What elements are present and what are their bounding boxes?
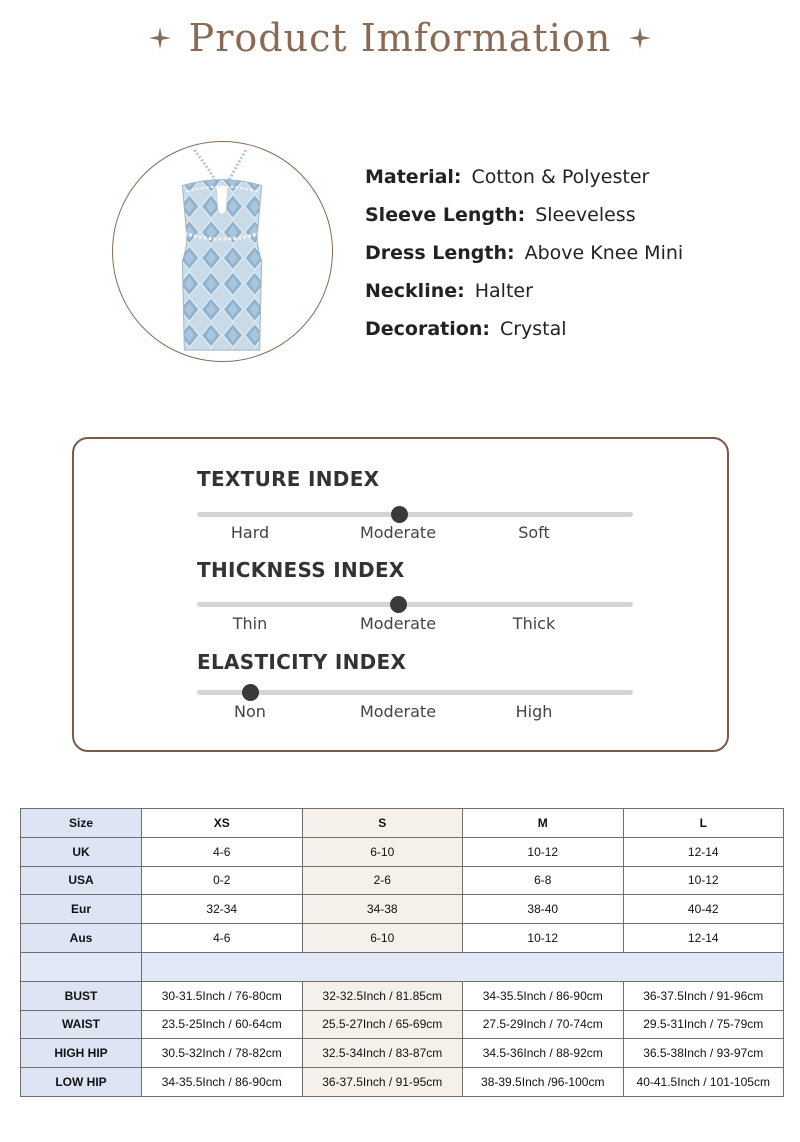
elasticity-index-knob bbox=[242, 684, 259, 701]
spec-value: Crystal bbox=[499, 318, 567, 340]
elasticity-label-moderate: Moderate bbox=[359, 702, 437, 721]
table-cell: 34-35.5Inch / 86-90cm bbox=[142, 1068, 303, 1097]
table-row bbox=[21, 837, 784, 866]
thickness-label-thick: Thick bbox=[512, 614, 556, 633]
texture-label-moderate: Moderate bbox=[359, 523, 437, 542]
spec-label: Sleeve Length: bbox=[365, 204, 526, 226]
table-cell: 10-12 bbox=[463, 837, 624, 866]
table-header-cell: L bbox=[623, 809, 784, 838]
table-cell: 30.5-32Inch / 78-82cm bbox=[142, 1039, 303, 1068]
table-cell: 4-6 bbox=[142, 924, 303, 953]
texture-label-soft: Soft bbox=[518, 523, 550, 542]
dress-illustration bbox=[113, 142, 332, 361]
product-specs bbox=[365, 158, 683, 348]
elasticity-label-high: High bbox=[515, 702, 553, 721]
table-cell: 6-8 bbox=[463, 866, 624, 895]
elasticity-index-title: ELASTICITY INDEX bbox=[197, 650, 407, 674]
table-cell: 38-40 bbox=[463, 895, 624, 924]
table-cell: 36-37.5Inch / 91-96cm bbox=[623, 981, 784, 1010]
table-cell: 27.5-29Inch / 70-74cm bbox=[463, 1010, 624, 1039]
table-cell: 0-2 bbox=[142, 866, 303, 895]
table-row bbox=[21, 895, 784, 924]
row-label: UK bbox=[21, 837, 142, 866]
table-cell: 40-42 bbox=[623, 895, 784, 924]
table-row bbox=[21, 1010, 784, 1039]
row-label: Aus bbox=[21, 924, 142, 953]
table-header-cell: S bbox=[302, 809, 463, 838]
table-cell: 40-41.5Inch / 101-105cm bbox=[623, 1068, 784, 1097]
spec-row-decoration bbox=[365, 310, 683, 348]
table-divider-row bbox=[21, 952, 784, 981]
spec-row-material bbox=[365, 158, 683, 196]
table-cell: 2-6 bbox=[302, 866, 463, 895]
thickness-label-thin: Thin bbox=[232, 614, 268, 633]
row-label: USA bbox=[21, 866, 142, 895]
table-cell: 23.5-25Inch / 60-64cm bbox=[142, 1010, 303, 1039]
table-cell: 29.5-31Inch / 75-79cm bbox=[623, 1010, 784, 1039]
table-cell: 34-38 bbox=[302, 895, 463, 924]
size-chart-table bbox=[20, 808, 784, 1097]
table-header-cell: XS bbox=[142, 809, 303, 838]
table-cell: 12-14 bbox=[623, 924, 784, 953]
table-row bbox=[21, 981, 784, 1010]
thickness-index-title: THICKNESS INDEX bbox=[197, 558, 405, 582]
table-cell: 6-10 bbox=[302, 837, 463, 866]
page-title: Product Imformation bbox=[188, 16, 612, 60]
spec-label: Neckline: bbox=[365, 280, 465, 302]
row-label: Eur bbox=[21, 895, 142, 924]
thickness-index-track bbox=[197, 602, 633, 607]
table-cell: 36.5-38Inch / 93-97cm bbox=[623, 1039, 784, 1068]
divider-cell bbox=[142, 952, 784, 981]
table-header-cell: Size bbox=[21, 809, 142, 838]
table-header-cell: M bbox=[463, 809, 624, 838]
table-cell: 12-14 bbox=[623, 837, 784, 866]
texture-index-title: TEXTURE INDEX bbox=[197, 467, 380, 491]
spec-value: Halter bbox=[474, 280, 533, 302]
table-header-row bbox=[21, 809, 784, 838]
table-row bbox=[21, 1068, 784, 1097]
sparkle-icon-left bbox=[149, 27, 171, 49]
table-cell: 6-10 bbox=[302, 924, 463, 953]
thickness-index-knob bbox=[390, 596, 407, 613]
thickness-label-moderate: Moderate bbox=[359, 614, 437, 633]
spec-label: Dress Length: bbox=[365, 242, 515, 264]
spec-row-dress-length bbox=[365, 234, 683, 272]
row-label: HIGH HIP bbox=[21, 1039, 142, 1068]
row-label: BUST bbox=[21, 981, 142, 1010]
spec-label: Material: bbox=[365, 166, 462, 188]
elasticity-label-non: Non bbox=[234, 702, 266, 721]
texture-index-track bbox=[197, 512, 633, 517]
table-row bbox=[21, 1039, 784, 1068]
page-header bbox=[0, 12, 800, 64]
table-cell: 25.5-27Inch / 65-69cm bbox=[302, 1010, 463, 1039]
table-cell: 30-31.5Inch / 76-80cm bbox=[142, 981, 303, 1010]
elasticity-index-track bbox=[197, 690, 633, 695]
row-label: LOW HIP bbox=[21, 1068, 142, 1097]
spec-row-sleeve-length bbox=[365, 196, 683, 234]
table-cell: 34.5-36Inch / 88-92cm bbox=[463, 1039, 624, 1068]
texture-index-knob bbox=[391, 506, 408, 523]
table-cell: 32.5-34Inch / 83-87cm bbox=[302, 1039, 463, 1068]
product-image bbox=[112, 141, 333, 362]
divider-cell bbox=[21, 952, 142, 981]
table-cell: 34-35.5Inch / 86-90cm bbox=[463, 981, 624, 1010]
table-cell: 38-39.5Inch /96-100cm bbox=[463, 1068, 624, 1097]
spec-value: Sleeveless bbox=[535, 204, 636, 226]
sparkle-icon-right bbox=[629, 27, 651, 49]
table-row bbox=[21, 866, 784, 895]
table-cell: 32-32.5Inch / 81.85cm bbox=[302, 981, 463, 1010]
texture-label-hard: Hard bbox=[230, 523, 270, 542]
table-cell: 10-12 bbox=[623, 866, 784, 895]
table-cell: 32-34 bbox=[142, 895, 303, 924]
table-cell: 36-37.5Inch / 91-95cm bbox=[302, 1068, 463, 1097]
spec-value: Above Knee Mini bbox=[524, 242, 684, 264]
spec-value: Cotton & Polyester bbox=[471, 166, 650, 188]
table-cell: 10-12 bbox=[463, 924, 624, 953]
row-label: WAIST bbox=[21, 1010, 142, 1039]
fabric-index-panel bbox=[72, 437, 729, 752]
table-row bbox=[21, 924, 784, 953]
spec-row-neckline bbox=[365, 272, 683, 310]
table-cell: 4-6 bbox=[142, 837, 303, 866]
spec-label: Decoration: bbox=[365, 318, 490, 340]
